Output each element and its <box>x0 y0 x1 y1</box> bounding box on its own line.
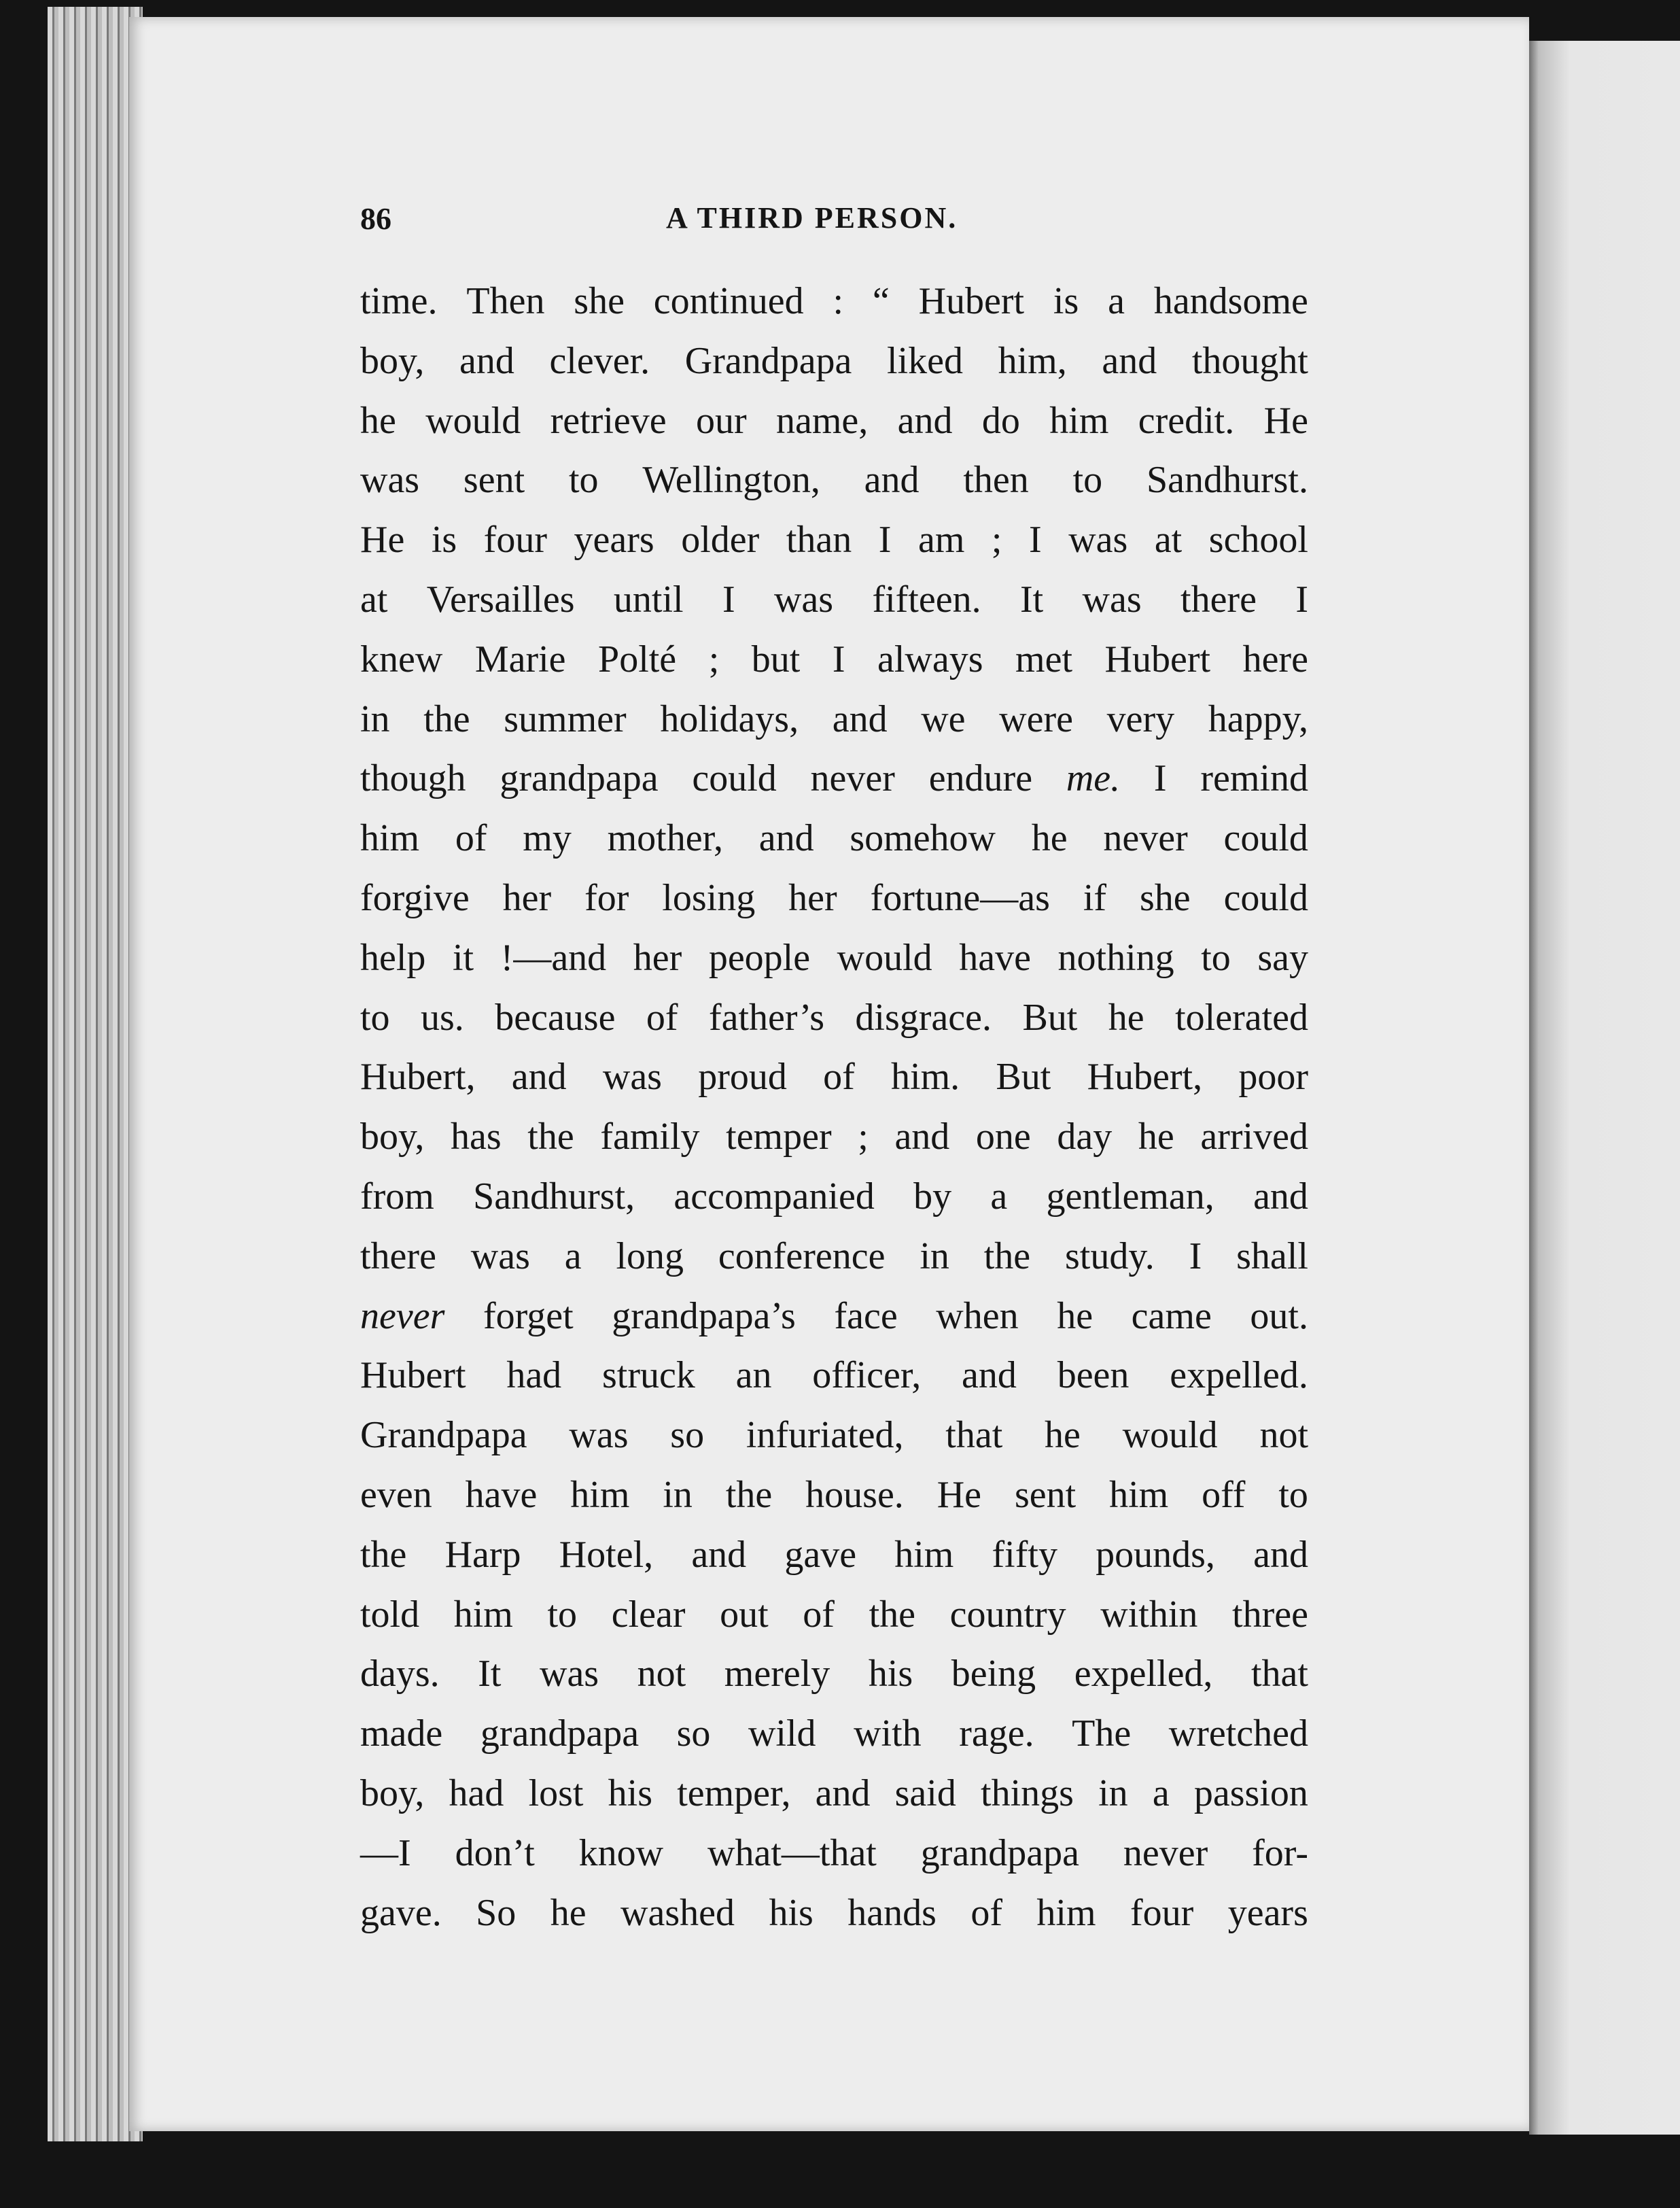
word: I <box>1153 757 1167 800</box>
word: has <box>451 1116 502 1158</box>
word: we <box>921 697 966 740</box>
word: if <box>1083 876 1107 919</box>
word: off <box>1202 1473 1246 1516</box>
word: Hubert <box>360 1354 466 1397</box>
word: his <box>868 1653 913 1695</box>
word: Marie <box>474 638 566 680</box>
word: fortune—as <box>870 876 1050 919</box>
text-line <box>360 511 1308 570</box>
running-title: A THIRD PERSON. <box>666 201 958 235</box>
word: that <box>1250 1653 1308 1695</box>
word: losing <box>662 876 756 919</box>
word: I <box>722 578 735 621</box>
word: sent <box>1014 1473 1077 1516</box>
word: was <box>569 1414 629 1457</box>
text-line <box>360 1644 1308 1704</box>
word: handsome <box>1153 280 1308 322</box>
word: tolerated <box>1175 996 1308 1039</box>
word: was <box>1082 578 1142 621</box>
word: fifteen. <box>872 578 981 621</box>
word: !—and <box>500 936 607 979</box>
word: gave. <box>360 1891 442 1934</box>
word: one <box>975 1116 1031 1158</box>
word: gave <box>784 1533 857 1576</box>
word: that <box>945 1414 1003 1457</box>
word: shall <box>1236 1235 1308 1277</box>
text-line <box>360 1346 1308 1406</box>
word: being <box>951 1653 1036 1695</box>
word: liked <box>887 339 963 382</box>
word: met <box>1015 638 1073 680</box>
word: Versailles <box>426 578 575 621</box>
facing-page-edge <box>1529 41 1680 2135</box>
word: He <box>360 519 405 562</box>
word: happy, <box>1208 697 1308 740</box>
word: clear <box>611 1593 686 1636</box>
word: arrived <box>1200 1116 1308 1158</box>
word: Hubert <box>1104 638 1211 680</box>
word: of <box>455 817 487 860</box>
word: holidays, <box>660 697 799 740</box>
text-line <box>360 272 1308 332</box>
word: the <box>725 1473 773 1516</box>
word: Then <box>466 280 545 322</box>
word: him. <box>891 1056 960 1099</box>
word: could <box>1223 876 1308 919</box>
word: things <box>981 1772 1074 1814</box>
word: of <box>803 1593 835 1636</box>
word: until <box>613 578 684 621</box>
word: rage. <box>959 1712 1034 1755</box>
word: years <box>574 519 654 562</box>
word: and <box>511 1056 567 1099</box>
word: was <box>540 1653 599 1695</box>
word: from <box>360 1175 434 1218</box>
word: and <box>897 399 953 442</box>
word: by <box>913 1175 952 1218</box>
word: to <box>1072 459 1103 502</box>
word: mother, <box>607 817 723 860</box>
text-line <box>360 1167 1308 1227</box>
text-line <box>360 630 1308 690</box>
word: somehow <box>850 817 996 860</box>
word: not <box>637 1653 686 1695</box>
text-line <box>360 570 1308 630</box>
text-line <box>360 1107 1308 1167</box>
word: out. <box>1250 1294 1308 1337</box>
word: was <box>773 578 834 621</box>
word: say <box>1257 936 1308 979</box>
word: she <box>574 280 625 322</box>
word: said <box>894 1772 956 1814</box>
text-line <box>360 988 1308 1048</box>
page-stack-edge <box>48 7 143 2141</box>
word: within <box>1100 1593 1198 1636</box>
word: Hubert, <box>1087 1056 1203 1099</box>
word: Wellington, <box>642 459 820 502</box>
word: wild <box>748 1712 816 1755</box>
word: me. <box>1066 757 1121 800</box>
word: him, <box>998 339 1067 382</box>
text-line <box>360 1287 1308 1347</box>
word: have <box>465 1473 538 1516</box>
word: ; <box>708 638 720 680</box>
word: Polté <box>598 638 677 680</box>
word: grandpapa <box>500 757 659 800</box>
word: could <box>1223 817 1308 860</box>
text-line <box>360 332 1308 392</box>
word: forget <box>483 1294 574 1337</box>
word: summer <box>504 697 627 740</box>
word: I <box>832 638 845 680</box>
word: Grandpapa <box>360 1414 527 1457</box>
word: my <box>523 817 572 860</box>
word: him <box>1049 399 1109 442</box>
word: and <box>1102 339 1157 382</box>
word: continued <box>653 280 804 322</box>
word: I <box>878 519 892 562</box>
word: to <box>568 459 599 502</box>
word: for <box>584 876 629 919</box>
word: in <box>1098 1772 1128 1814</box>
word: she <box>1139 876 1191 919</box>
word: even <box>360 1473 432 1516</box>
word: help <box>360 936 426 979</box>
word: The <box>1072 1712 1132 1755</box>
text-line <box>360 451 1308 511</box>
word: in <box>663 1473 693 1516</box>
word: country <box>949 1593 1066 1636</box>
word: “ <box>872 280 890 322</box>
word: officer, <box>812 1354 922 1397</box>
word: know <box>578 1831 664 1874</box>
word: never <box>1123 1831 1208 1874</box>
word: would <box>1122 1414 1218 1457</box>
word: for- <box>1252 1831 1308 1874</box>
word: lost <box>528 1772 584 1814</box>
text-line <box>360 1704 1308 1764</box>
word: told <box>360 1593 420 1636</box>
text-line <box>360 1406 1308 1466</box>
word: so <box>676 1712 711 1755</box>
word: I <box>1189 1235 1202 1277</box>
word: when <box>936 1294 1019 1337</box>
word: he <box>1138 1116 1174 1158</box>
word: grandpapa’s <box>612 1294 796 1337</box>
word: us. <box>421 996 464 1039</box>
word: Sandhurst. <box>1146 459 1308 502</box>
word: wretched <box>1168 1712 1308 1755</box>
word: could <box>692 757 777 800</box>
page-header <box>360 201 1305 255</box>
word: house. <box>805 1473 904 1516</box>
text-line <box>360 1585 1308 1645</box>
word: in <box>360 697 390 740</box>
word: So <box>476 1891 517 1934</box>
word: to <box>547 1593 578 1636</box>
word: father’s <box>708 996 824 1039</box>
word: He <box>1263 399 1308 442</box>
word: temper, <box>677 1772 791 1814</box>
word: washed <box>620 1891 735 1934</box>
word: would <box>837 936 932 979</box>
word: time. <box>360 280 438 322</box>
word: what—that <box>707 1831 877 1874</box>
word: here <box>1242 638 1308 680</box>
word: made <box>360 1712 443 1755</box>
word: not <box>1259 1414 1308 1457</box>
word: an <box>735 1354 772 1397</box>
word: knew <box>360 638 443 680</box>
page-number: 86 <box>360 201 391 236</box>
word: Harp <box>444 1533 521 1576</box>
text-line <box>360 1824 1308 1884</box>
word: him <box>453 1593 513 1636</box>
word: do <box>981 399 1020 442</box>
word: name, <box>776 399 869 442</box>
word: gentleman, <box>1046 1175 1214 1218</box>
word: of <box>970 1891 1002 1934</box>
word: been <box>1057 1354 1130 1397</box>
text-line <box>360 749 1308 809</box>
text-line <box>360 1764 1308 1824</box>
word: her <box>633 936 682 979</box>
word: passion <box>1193 1772 1308 1814</box>
word: a <box>1108 280 1125 322</box>
word: of <box>646 996 678 1039</box>
word: was <box>470 1235 530 1277</box>
word: boy, <box>360 339 425 382</box>
word: struck <box>601 1354 695 1397</box>
word: a <box>1152 1772 1170 1814</box>
text-line <box>360 809 1308 869</box>
word: boy, <box>360 1772 425 1814</box>
word: to <box>1201 936 1231 979</box>
word: was <box>602 1056 662 1099</box>
word: But <box>1022 996 1078 1039</box>
word: I <box>1295 578 1308 621</box>
word: retrieve <box>550 399 667 442</box>
word: very <box>1106 697 1175 740</box>
word: four <box>1130 1891 1194 1934</box>
word: a <box>564 1235 582 1277</box>
body-text <box>360 272 1308 1943</box>
word: is <box>1053 280 1079 322</box>
word: temper <box>726 1116 832 1158</box>
word: at <box>360 578 388 621</box>
word: and <box>1253 1175 1308 1218</box>
word: ; <box>858 1116 869 1158</box>
word: Grandpapa <box>684 339 852 382</box>
word: don’t <box>455 1831 535 1874</box>
word: family <box>600 1116 700 1158</box>
word: study. <box>1065 1235 1155 1277</box>
word: he <box>360 399 396 442</box>
word: four <box>483 519 548 562</box>
word: to <box>360 996 390 1039</box>
word: him <box>894 1533 954 1576</box>
word: though <box>360 757 466 800</box>
word: and <box>459 339 514 382</box>
word: Hotel, <box>559 1533 654 1576</box>
word: out <box>720 1593 769 1636</box>
text-line <box>360 1525 1308 1585</box>
word: had <box>449 1772 504 1814</box>
word: his <box>769 1891 813 1934</box>
word: But <box>996 1056 1051 1099</box>
text-line <box>360 1466 1308 1525</box>
word: a <box>990 1175 1008 1218</box>
word: face <box>834 1294 898 1337</box>
text-line <box>360 690 1308 750</box>
word: so <box>670 1414 705 1457</box>
word: years <box>1227 1891 1308 1934</box>
word: Hubert, <box>360 1056 476 1099</box>
word: infuriated, <box>746 1414 904 1457</box>
text-line <box>360 392 1308 451</box>
word: because <box>495 996 616 1039</box>
word: clever. <box>549 339 650 382</box>
word: long <box>616 1235 684 1277</box>
word: and <box>894 1116 950 1158</box>
word: the <box>360 1533 407 1576</box>
word: he <box>1045 1414 1081 1457</box>
word: proud <box>698 1056 787 1099</box>
word: the <box>869 1593 915 1636</box>
word: with <box>854 1712 922 1755</box>
word: to <box>1278 1473 1308 1516</box>
word: endure <box>928 757 1033 800</box>
word: and <box>691 1533 747 1576</box>
word: credit. <box>1138 399 1235 442</box>
word: grandpapa <box>920 1831 1079 1874</box>
word: her <box>788 876 837 919</box>
word: boy, <box>360 1116 425 1158</box>
word: were <box>999 697 1073 740</box>
word: accompanied <box>673 1175 875 1218</box>
word: expelled, <box>1074 1653 1213 1695</box>
word: he <box>1031 817 1068 860</box>
word: He <box>937 1473 982 1516</box>
word: forgive <box>360 876 470 919</box>
word: have <box>959 936 1031 979</box>
word: and <box>758 817 814 860</box>
word: never <box>1103 817 1188 860</box>
word: school <box>1208 519 1308 562</box>
word: but <box>751 638 801 680</box>
word: : <box>833 280 844 322</box>
word: pounds, <box>1096 1533 1215 1576</box>
word: and <box>815 1772 871 1814</box>
word: our <box>695 399 747 442</box>
word: merely <box>724 1653 830 1695</box>
word: It <box>1019 578 1044 621</box>
word: always <box>877 638 983 680</box>
word: —I <box>360 1831 411 1874</box>
word: the <box>983 1235 1031 1277</box>
text-line <box>360 1048 1308 1107</box>
word: he <box>1057 1294 1093 1337</box>
word: fifty <box>992 1533 1057 1576</box>
word: there <box>360 1235 436 1277</box>
word: him <box>1036 1891 1096 1934</box>
word: hands <box>847 1891 937 1934</box>
word: was <box>360 459 420 502</box>
word: Hubert <box>918 280 1025 322</box>
word: am <box>917 519 965 562</box>
word: at <box>1154 519 1183 562</box>
word: day <box>1057 1116 1113 1158</box>
word: never <box>810 757 895 800</box>
word: I <box>1029 519 1042 562</box>
word: thought <box>1191 339 1308 382</box>
word: would <box>425 399 521 442</box>
word: remind <box>1200 757 1308 800</box>
word: older <box>681 519 760 562</box>
word: his <box>608 1772 653 1814</box>
word: conference <box>718 1235 886 1277</box>
text-line <box>360 869 1308 929</box>
word: her <box>502 876 552 919</box>
word: in <box>920 1235 949 1277</box>
word: was <box>1068 519 1128 562</box>
word: he <box>1108 996 1144 1039</box>
word: then <box>963 459 1029 502</box>
word: is <box>431 519 457 562</box>
word: the <box>423 697 470 740</box>
word: and <box>962 1354 1017 1397</box>
text-line <box>360 1884 1308 1944</box>
word: grandpapa <box>480 1712 640 1755</box>
word: days. <box>360 1653 440 1695</box>
word: and <box>832 697 888 740</box>
word: It <box>478 1653 502 1695</box>
word: he <box>550 1891 587 1934</box>
word: three <box>1232 1593 1308 1636</box>
word: Sandhurst, <box>473 1175 635 1218</box>
word: and <box>864 459 920 502</box>
word: people <box>708 936 811 979</box>
word: the <box>527 1116 574 1158</box>
word: expelled. <box>1170 1354 1308 1397</box>
word: ; <box>991 519 1002 562</box>
word: him <box>1109 1473 1169 1516</box>
word: disgrace. <box>855 996 992 1039</box>
word: and <box>1253 1533 1308 1576</box>
text-line <box>360 1227 1308 1287</box>
word: never <box>360 1294 445 1337</box>
word: came <box>1131 1294 1212 1337</box>
word: sent <box>463 459 525 502</box>
word: than <box>786 519 852 562</box>
word: had <box>506 1354 562 1397</box>
word: it <box>452 936 474 979</box>
word: there <box>1180 578 1257 621</box>
word: him <box>360 817 420 860</box>
word: poor <box>1238 1056 1308 1099</box>
text-line <box>360 929 1308 988</box>
word: him <box>570 1473 630 1516</box>
word: of <box>823 1056 855 1099</box>
word: nothing <box>1057 936 1174 979</box>
